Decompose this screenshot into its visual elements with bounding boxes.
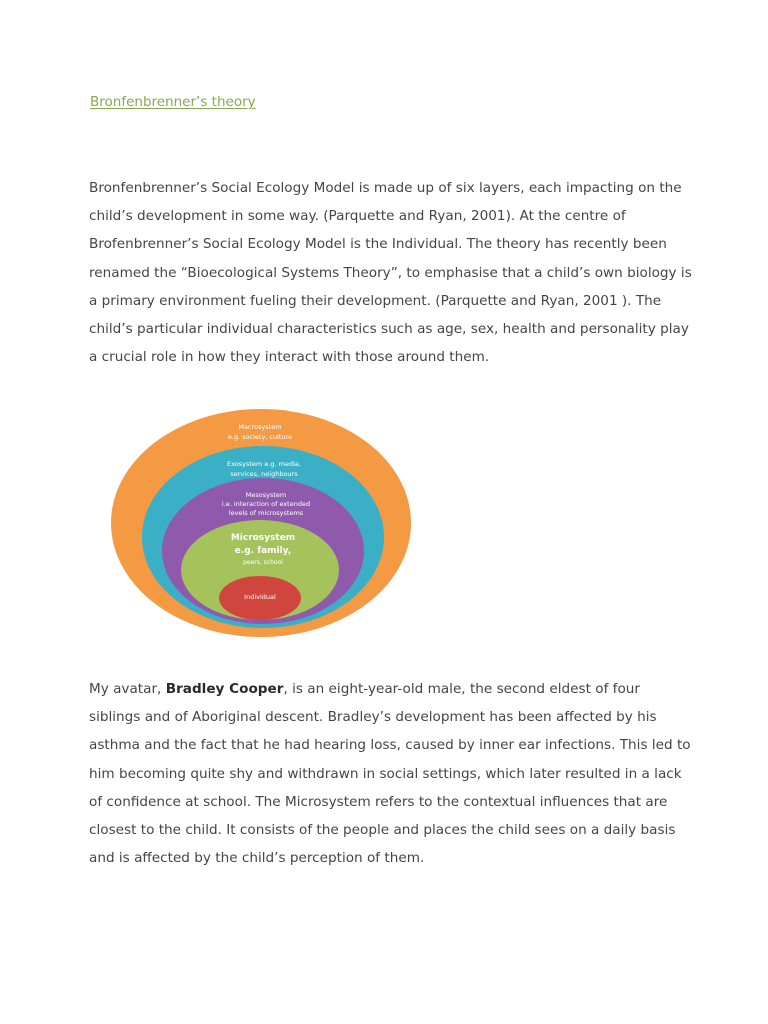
avatar-line: of confidence at school. The Microsystem refers to the contextual influences that are: [89, 793, 668, 810]
individual-label: Individual: [244, 593, 276, 601]
macrosystem-example: e.g. society, culture: [227, 433, 293, 441]
mesosystem-desc-2: levels of microsystems: [228, 509, 304, 517]
diagram-svg: [88, 398, 433, 653]
avatar-line: asthma and the fact that he had hearing loss, caused by inner ear infections. This led to: [89, 737, 691, 754]
avatar-line-prefix: My avatar,: [89, 681, 166, 697]
avatar-line: [89, 675, 689, 703]
mesosystem-label: Mesosystem: [245, 491, 287, 499]
intro-line: a primary environment fueling their development. (Parquette and Ryan, 2001 ). The: [89, 292, 662, 309]
heading-link[interactable]: Bronfenbrenner’s theory: [90, 94, 256, 110]
avatar-line: closest to the child. It consists of the people and places the child sees on a daily basis: [89, 822, 676, 839]
avatar-line: him becoming quite shy and withdrawn in social settings, which later resulted in a lack: [89, 765, 682, 782]
avatar-line: and is affected by the child’s perception of them.: [89, 850, 425, 867]
social-ecology-diagram: [88, 398, 433, 653]
intro-line: renamed the “Bioecological Systems Theory”, to emphasise that a child’s own biology is: [89, 264, 692, 281]
intro-paragraph: [89, 174, 692, 371]
avatar-line-suffix: , is an eight-year-old male, the second eldest of four: [283, 681, 640, 697]
avatar-line: siblings and of Aboriginal descent. Bradley’s development has been affected by his: [89, 709, 657, 726]
exosystem-label: Exosystem e.g. media,: [227, 460, 301, 468]
avatar-paragraph: [89, 675, 689, 872]
macrosystem-label: Macrosystem: [238, 423, 282, 431]
exosystem-example: services, neighbours: [230, 470, 298, 478]
microsystem-label: Microsystem: [230, 533, 296, 543]
intro-line: child’s development in some way. (Parquette and Ryan, 2001). At the centre of: [89, 208, 626, 225]
intro-line: Bronfenbrenner’s Social Ecology Model is made up of six layers, each impacting on the: [89, 180, 682, 196]
microsystem-sub: peers, school: [243, 559, 283, 566]
microsystem-example: e.g. family,: [234, 546, 292, 556]
mesosystem-desc-1: i.e. interaction of extended: [221, 500, 311, 508]
intro-line: a crucial role in how they interact with those around them.: [89, 349, 490, 366]
avatar-name: Bradley Cooper: [165, 681, 284, 697]
intro-line: child’s particular individual characteristics such as age, sex, health and personality play: [89, 321, 689, 338]
intro-line: Brofenbrenner’s Social Ecology Model is the Individual. The theory has recently been: [89, 236, 667, 253]
